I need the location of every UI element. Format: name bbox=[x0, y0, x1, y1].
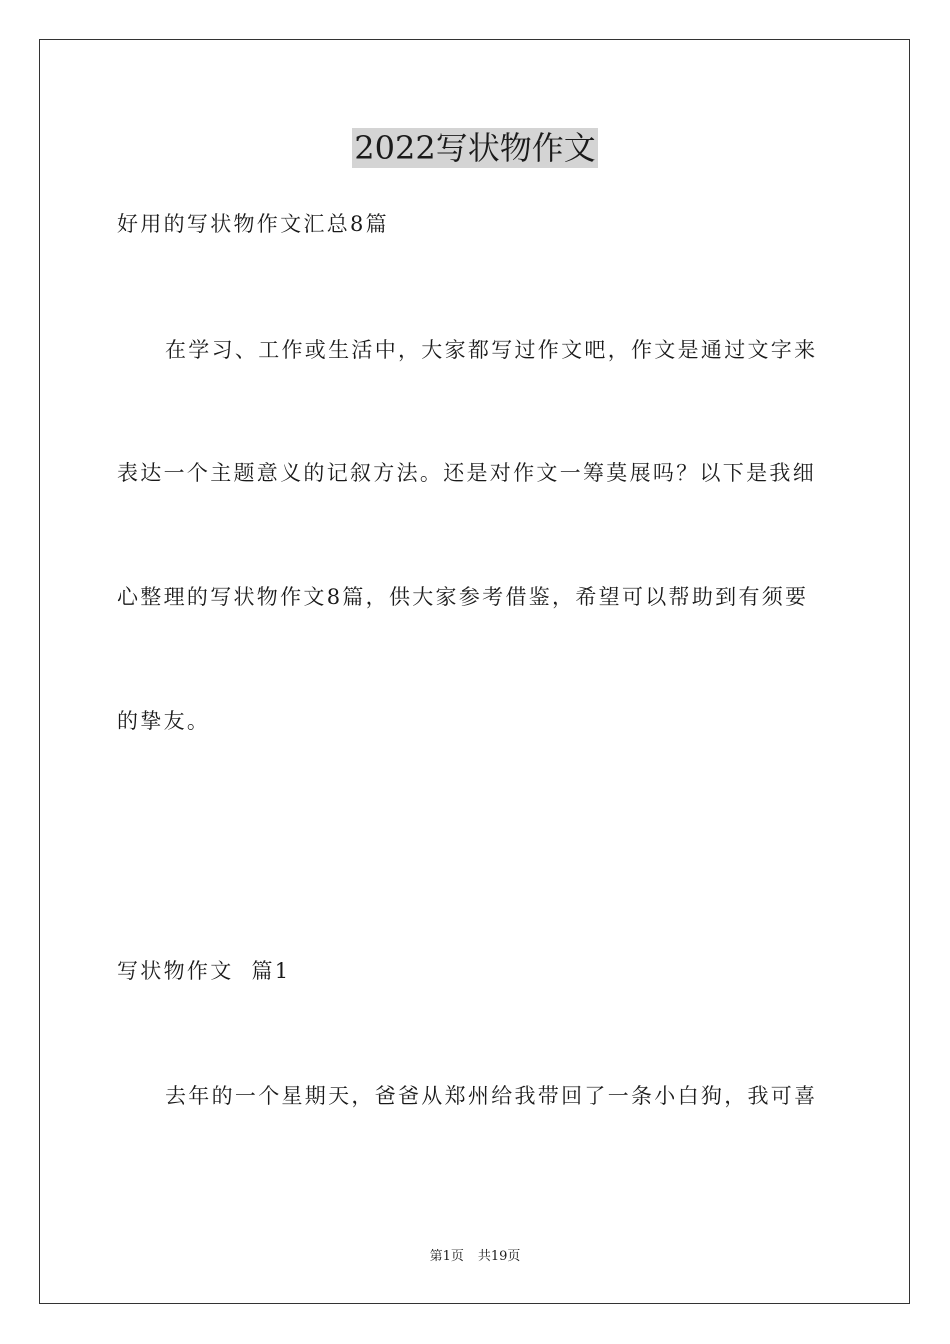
title-container bbox=[0, 128, 950, 168]
section-heading: 写状物作文 篇1 bbox=[117, 959, 291, 983]
page-total: 共19页 bbox=[477, 1249, 521, 1264]
intro-line-1: 在学习、工作或生活中，大家都写过作文吧，作文是通过文字来 bbox=[165, 338, 818, 362]
document-subtitle: 好用的写状物作文汇总8篇 bbox=[117, 212, 389, 236]
intro-line-3: 心整理的写状物作文8篇，供大家参考借鉴，希望可以帮助到有须要 bbox=[117, 585, 809, 609]
section-line-1: 去年的一个星期天，爸爸从郑州给我带回了一条小白狗，我可喜 bbox=[165, 1084, 818, 1108]
intro-line-4: 的挚友。 bbox=[117, 709, 211, 733]
page-footer bbox=[0, 1248, 950, 1266]
intro-line-2: 表达一个主题意义的记叙方法。还是对作文一筹莫展吗？以下是我细 bbox=[117, 461, 816, 485]
page-current: 第1页 bbox=[429, 1249, 464, 1264]
document-title: 2022写状物作文 bbox=[354, 129, 596, 167]
